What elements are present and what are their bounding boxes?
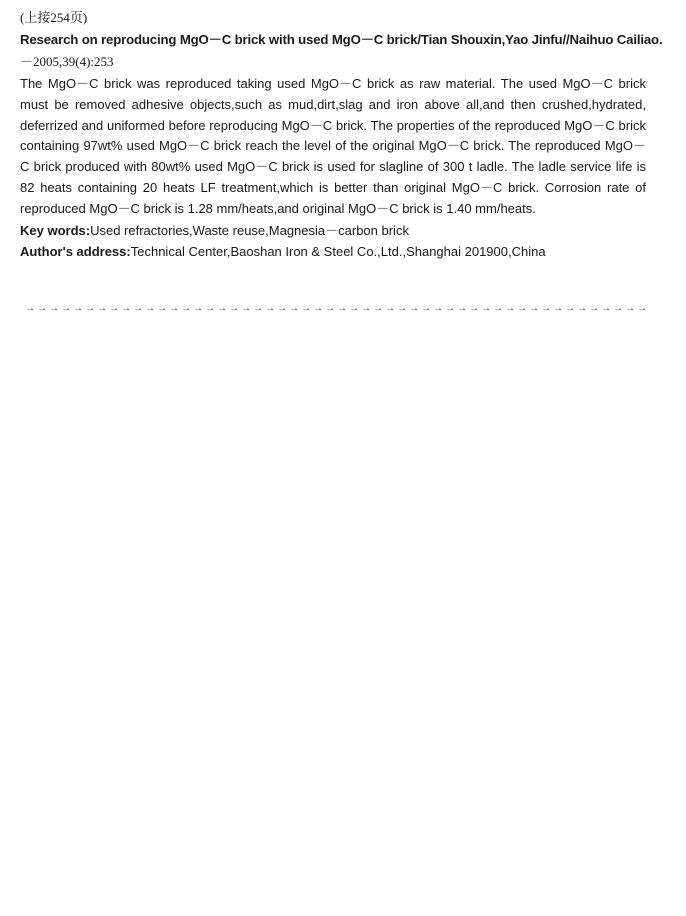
article-title: Research on reproducing MgO－C brick with used MgO－C brick/Tian Shouxin,Yao Jinfu//Naihuo Cailiao. <box>20 32 663 47</box>
author-address-value: Technical Center,Baoshan Iron & Steel Co.,Ltd.,Shanghai 201900,China <box>130 243 546 259</box>
decorative-divider <box>26 302 648 310</box>
author-address-label: Author's address: <box>20 243 131 259</box>
author-address-line <box>20 241 646 262</box>
keywords-value: Used refractories,Waste reuse,Magnesia－carbon brick <box>90 222 409 238</box>
keywords-label: Key words: <box>20 222 91 238</box>
journal-citation: －2005,39(4):253 <box>20 54 114 69</box>
article-abstract <box>20 8 663 262</box>
continued-from-note: (上接254页) <box>20 10 88 25</box>
keywords-line <box>20 220 646 241</box>
abstract-text: The MgO－C brick was reproduced taking used MgO－C brick as raw material. The used MgO－C brick must be removed adhesive objects,such as mud,dirt,slag and iron above all,and then crushed,hydrated, deferrized and uniformed before reproducing MgO－C brick. The properties of the reproduced MgO－C brick containing 97wt% used MgO－C brick reach the level of the original MgO－C brick. The reproduced MgO－C brick produced with 80wt% used MgO－C brick is used for slagline of 300 t ladle. The ladle service life is 82 heats containing 20 heats LF treatment,which is better than original MgO－C brick. Corrosion rate of reproduced MgO－C brick is 1.28 mm/heats,and original MgO－C brick is 1.40 mm/heats. <box>20 76 646 216</box>
